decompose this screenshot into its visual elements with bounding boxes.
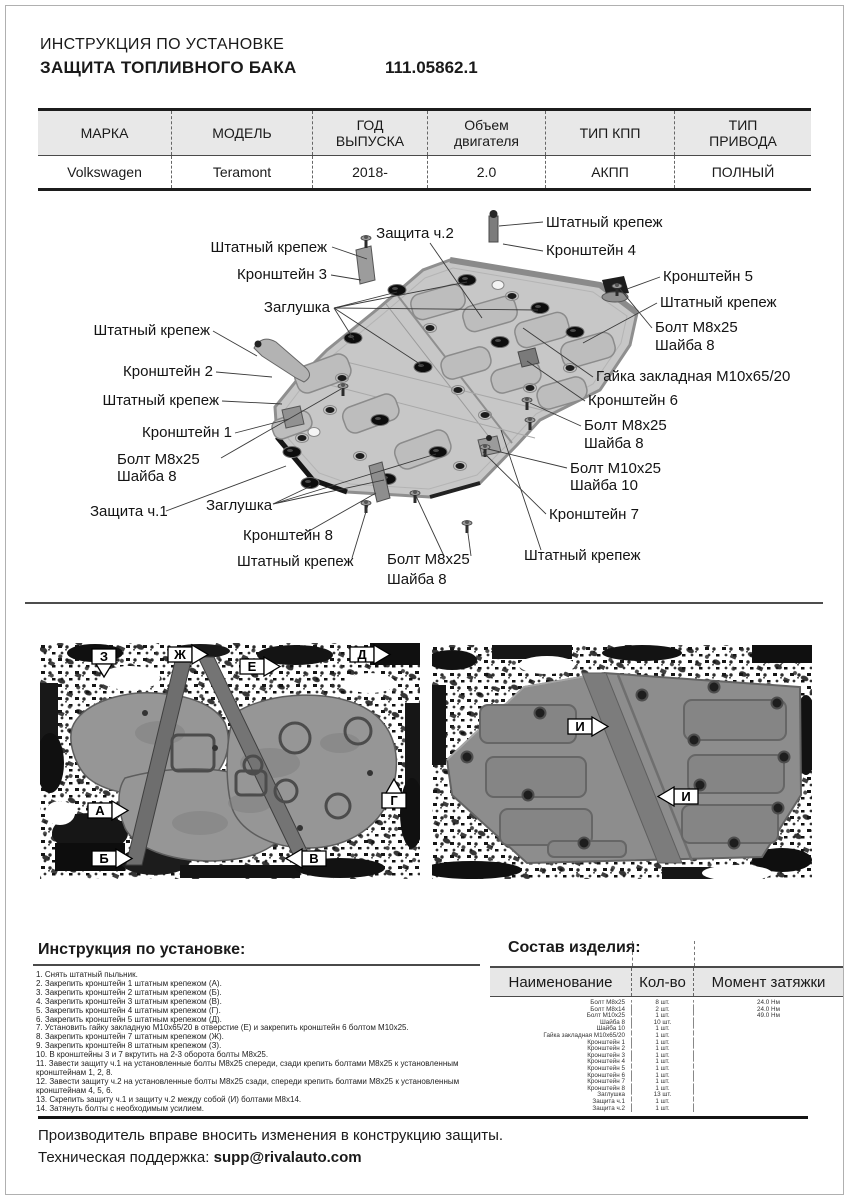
instructions-rule bbox=[33, 964, 480, 966]
callout-label: Кронштейн 8 bbox=[243, 527, 333, 544]
part-name: Гайка закладная M10x65/20 bbox=[490, 1033, 632, 1040]
part-torque bbox=[694, 1086, 843, 1093]
callout-label: Штатный крепеж bbox=[237, 553, 354, 570]
callout-label: Болт M8x25 bbox=[584, 417, 667, 434]
spec-value-gearbox: АКПП bbox=[546, 156, 675, 188]
part-qty: 1 шт. bbox=[632, 1053, 694, 1060]
spec-header-drive: ТИП ПРИВОДА bbox=[709, 117, 777, 149]
marker-letter: Е bbox=[247, 659, 257, 674]
part-torque bbox=[694, 1073, 843, 1080]
part-torque bbox=[694, 1033, 843, 1040]
callout-label: Кронштейн 7 bbox=[549, 506, 639, 523]
instruction-item: 4. Закрепить кронштейн 3 штатным крепежом (В). bbox=[36, 996, 222, 1006]
callout-label: Заглушка bbox=[263, 299, 330, 316]
part-name: Болт M8x25 bbox=[490, 1000, 632, 1007]
callout-label: Штатный крепеж bbox=[524, 547, 641, 564]
part-name: Защита ч.2 bbox=[490, 1106, 632, 1113]
part-row bbox=[490, 1106, 843, 1113]
callout-label: Болт M8x25 bbox=[655, 319, 738, 336]
spec-value-brand: Volkswagen bbox=[38, 156, 172, 188]
callout-label: Болт M8x25 bbox=[387, 551, 470, 568]
callout-label: Штатный крепеж bbox=[210, 239, 327, 256]
callout-label: Кронштейн 4 bbox=[546, 242, 636, 259]
callout-label: Кронштейн 3 bbox=[237, 266, 327, 283]
page-title: ЗАЩИТА ТОПЛИВНОГО БАКА bbox=[40, 58, 297, 77]
marker-letter: А bbox=[95, 803, 105, 818]
part-qty: 1 шт. bbox=[632, 1026, 694, 1033]
parts-header-name: Наименование bbox=[490, 968, 632, 996]
part-name: Заглушка bbox=[490, 1092, 632, 1099]
part-name: Кронштейн 3 bbox=[490, 1053, 632, 1060]
part-qty: 1 шт. bbox=[632, 1086, 694, 1093]
instruction-item: 7. Установить гайку закладную M10x65/20 в отверстие (Е) и закрепить кронштейн 6 болтом M10x25. bbox=[36, 1023, 409, 1033]
part-name: Кронштейн 8 bbox=[490, 1086, 632, 1093]
spec-header-engine: Объем двигателя bbox=[428, 111, 546, 155]
callout-label: Шайба 8 bbox=[117, 468, 177, 485]
callout-label: Штатный крепеж bbox=[660, 294, 777, 311]
part-qty: 1 шт. bbox=[632, 1079, 694, 1086]
part-number: 111.05862.1 bbox=[385, 58, 478, 77]
section-divider bbox=[25, 602, 823, 604]
footer-support bbox=[38, 1149, 362, 1166]
doc-type-label: ИНСТРУКЦИЯ ПО УСТАНОВКЕ bbox=[40, 36, 285, 53]
instruction-item: 14. Затянуть болты с необходимым усилием. bbox=[36, 1103, 204, 1113]
part-torque bbox=[694, 1066, 843, 1073]
part-torque: 24.0 Нм bbox=[757, 999, 780, 1006]
callout-label: Штатный крепеж bbox=[102, 392, 219, 409]
part-qty: 8 шт. bbox=[632, 1000, 694, 1007]
spec-header-gearbox: ТИП КПП bbox=[546, 111, 675, 155]
part-torque bbox=[694, 1059, 843, 1066]
instruction-item: 2. Закрепить кронштейн 1 штатным крепежом (А). bbox=[36, 978, 222, 988]
part-qty: 13 шт. bbox=[632, 1092, 694, 1099]
instruction-item: 9. Закрепить кронштейн 8 штатным крепежом (З). bbox=[36, 1041, 222, 1051]
spec-header-model: МОДЕЛЬ bbox=[172, 111, 313, 155]
marker-letter: Д bbox=[357, 647, 367, 662]
callout-label: Защита ч.1 bbox=[90, 503, 168, 520]
part-name: Болт M10x25 bbox=[490, 1013, 632, 1020]
spec-value-row bbox=[38, 156, 811, 188]
instructions-list bbox=[36, 971, 488, 1114]
part-qty: 1 шт. bbox=[632, 1040, 694, 1047]
marker-letter: Б bbox=[99, 851, 109, 866]
part-name: Защита ч.1 bbox=[490, 1099, 632, 1106]
part-torque bbox=[694, 1020, 843, 1027]
part-torque bbox=[694, 1046, 843, 1053]
parts-table bbox=[490, 968, 843, 1112]
instruction-item: 6. Закрепить кронштейн 5 штатным крепежом (Д). bbox=[36, 1014, 222, 1024]
callout-label: Шайба 8 bbox=[387, 571, 447, 588]
part-torque bbox=[694, 1053, 843, 1060]
vehicle-spec-table bbox=[38, 108, 811, 191]
instruction-item: 3. Закрепить кронштейн 2 штатным крепежом (Б). bbox=[36, 987, 222, 997]
part-torque bbox=[694, 1040, 843, 1047]
spec-header-row bbox=[38, 111, 811, 156]
callout-label: Гайка закладная M10x65/20 bbox=[596, 368, 791, 385]
callout-label: Кронштейн 1 bbox=[142, 424, 232, 441]
instruction-item: 12. Завести защиту ч.2 на установленные болты M8x25 сзади, спереди крепить болтами M8x25 к установленным кронштейнам 4, 5, 6. bbox=[36, 1076, 460, 1095]
part-name: Кронштейн 7 bbox=[490, 1079, 632, 1086]
callout-label: Шайба 10 bbox=[570, 477, 638, 494]
part-qty: 10 шт. bbox=[632, 1020, 694, 1027]
spec-value-engine: 2.0 bbox=[428, 156, 546, 188]
part-torque bbox=[694, 1106, 843, 1113]
part-qty: 1 шт. bbox=[632, 1033, 694, 1040]
part-torque bbox=[694, 1026, 843, 1033]
part-torque: 24.0 Нм bbox=[757, 1005, 780, 1013]
callout-label: Кронштейн 6 bbox=[588, 392, 678, 409]
marker-letter: З bbox=[99, 649, 109, 664]
spec-header-brand: МАРКА bbox=[38, 111, 172, 155]
part-name: Кронштейн 5 bbox=[490, 1066, 632, 1073]
part-name: Кронштейн 4 bbox=[490, 1059, 632, 1066]
parts-header-row bbox=[490, 968, 843, 997]
parts-dash-extension bbox=[632, 941, 695, 966]
callout-label: Штатный крепеж bbox=[93, 322, 210, 339]
callout-label: Шайба 8 bbox=[655, 337, 715, 354]
part-torque bbox=[694, 1099, 843, 1106]
marker-letter: Ж bbox=[174, 647, 186, 662]
part-qty: 1 шт. bbox=[632, 1013, 694, 1020]
instructions-title: Инструкция по установке: bbox=[38, 941, 246, 958]
footer-rule bbox=[38, 1116, 808, 1119]
instruction-item: 1. Снять штатный пыльник. bbox=[36, 970, 138, 979]
callout-label: Болт M8x25 bbox=[117, 451, 200, 468]
part-name: Шайба 10 bbox=[490, 1026, 632, 1033]
part-torque bbox=[694, 1092, 843, 1099]
support-label: Техническая поддержка: bbox=[38, 1149, 210, 1166]
parts-header-qty: Кол-во bbox=[632, 968, 694, 996]
part-name: Кронштейн 2 bbox=[490, 1046, 632, 1053]
marker-letter: В bbox=[309, 851, 319, 866]
part-qty: 1 шт. bbox=[632, 1046, 694, 1053]
parts-header-torque: Момент затяжки bbox=[711, 973, 826, 991]
part-qty: 2 шт. bbox=[632, 1007, 694, 1014]
photo-underbody-mounting-points bbox=[40, 643, 420, 879]
spec-value-year: 2018- bbox=[313, 156, 428, 188]
marker-letter: И bbox=[575, 719, 585, 734]
parts-body bbox=[490, 997, 843, 1112]
footer-disclaimer: Производитель вправе вносить изменения в конструкцию защиты. bbox=[38, 1127, 504, 1144]
part-name: Болт M8x14 bbox=[490, 1007, 632, 1014]
part-qty: 1 шт. bbox=[632, 1059, 694, 1066]
instruction-item: 10. В кронштейны 3 и 7 вкрутить на 2-3 оборота болты M8x25. bbox=[36, 1050, 269, 1060]
callout-label: Болт M10x25 bbox=[570, 460, 662, 477]
part-torque bbox=[694, 1079, 843, 1086]
instruction-item: 8. Закрепить кронштейн 7 штатным крепежом (Ж). bbox=[36, 1032, 224, 1042]
support-email: supp@rivalauto.com bbox=[213, 1149, 362, 1166]
callout-label: Шайба 8 bbox=[584, 435, 644, 452]
marker-letter: И bbox=[681, 789, 691, 804]
part-name: Шайба 8 bbox=[490, 1020, 632, 1027]
instruction-item: 13. Скрепить защиту ч.1 и защиту ч.2 между собой (И) болтами M8x14. bbox=[36, 1094, 302, 1104]
callout-label: Штатный крепеж bbox=[546, 214, 663, 231]
parts-title: Состав изделия: bbox=[508, 939, 641, 956]
instruction-item: 5. Закрепить кронштейн 4 штатным крепежом (Г). bbox=[36, 1005, 221, 1015]
part-name: Кронштейн 6 bbox=[490, 1073, 632, 1080]
part-name: Кронштейн 1 bbox=[490, 1040, 632, 1047]
part-qty: 1 шт. bbox=[632, 1066, 694, 1073]
callout-label: Кронштейн 2 bbox=[123, 363, 213, 380]
part-qty: 1 шт. bbox=[632, 1073, 694, 1080]
photo-shields-installed bbox=[432, 645, 812, 879]
part-torque: 49.0 Нм bbox=[757, 1012, 780, 1020]
callout-label: Кронштейн 5 bbox=[663, 268, 753, 285]
part-qty: 1 шт. bbox=[632, 1099, 694, 1106]
spec-value-model: Teramont bbox=[172, 156, 313, 188]
instruction-item: 11. Завести защиту ч.1 на установленные болты M8x25 спереди, сзади крепить болтами M8x25 к установленным кронштейнам 1, 2, 8. bbox=[36, 1059, 459, 1077]
callout-label: Заглушка bbox=[206, 497, 273, 514]
marker-letter: Г bbox=[390, 793, 398, 808]
installation-diagram bbox=[30, 200, 819, 602]
spec-value-drive: ПОЛНЫЙ bbox=[711, 164, 775, 180]
part-qty: 1 шт. bbox=[632, 1106, 694, 1113]
spec-header-year: ГОД ВЫПУСКА bbox=[313, 111, 428, 155]
callout-label: Защита ч.2 bbox=[376, 225, 454, 242]
